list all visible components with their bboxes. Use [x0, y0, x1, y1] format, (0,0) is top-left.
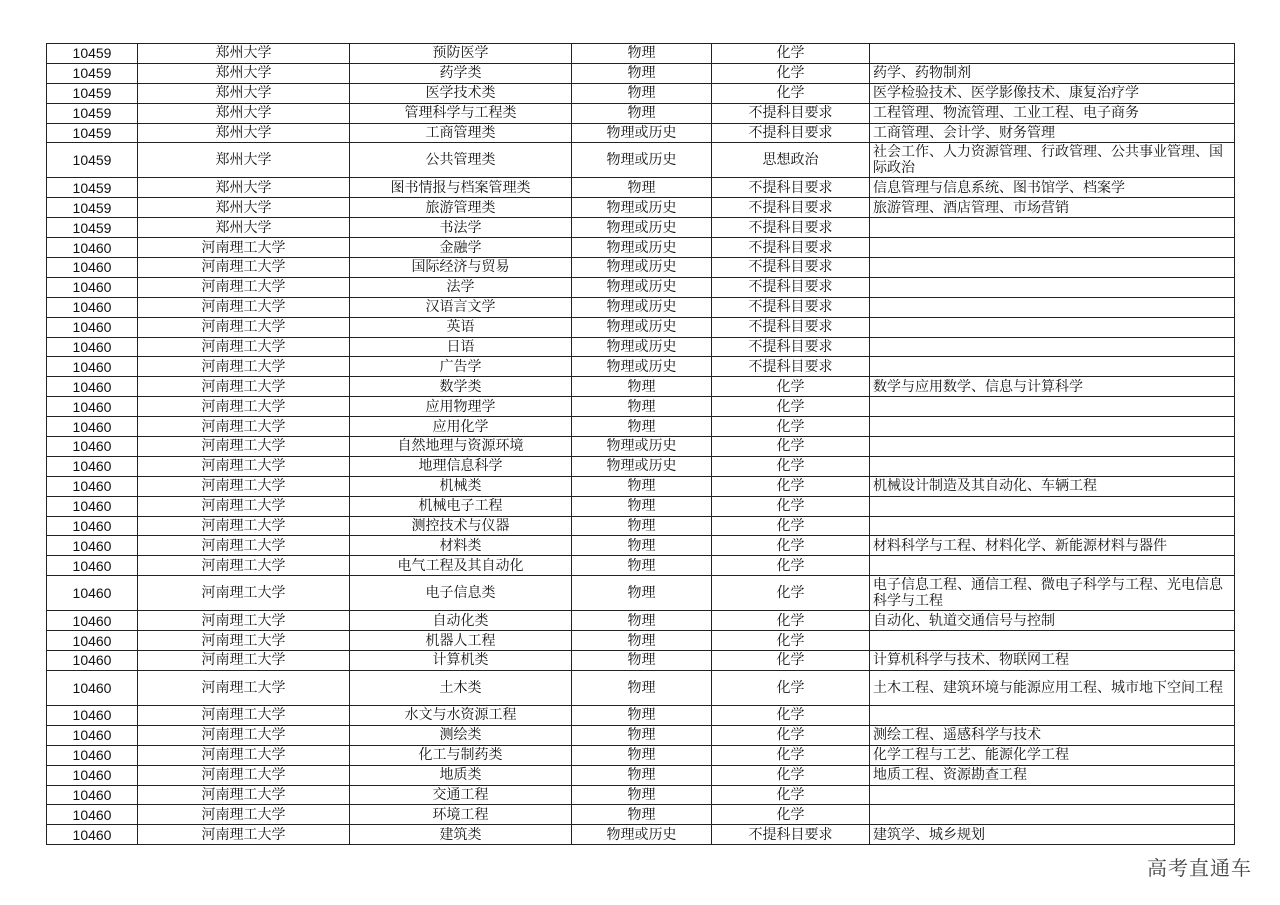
school-code-cell: 10460	[47, 397, 138, 417]
second-subject-cell: 不提科目要求	[712, 357, 870, 377]
school-code-cell: 10460	[47, 516, 138, 536]
table-row	[47, 44, 1235, 64]
first-subject-cell: 物理	[572, 103, 712, 123]
school-code-cell: 10459	[47, 178, 138, 198]
school-name-cell: 郑州大学	[138, 198, 350, 218]
first-subject-cell: 物理	[572, 63, 712, 83]
included-majors-cell	[870, 397, 1235, 417]
included-majors-cell	[870, 805, 1235, 825]
school-code-cell: 10460	[47, 576, 138, 611]
included-majors-cell: 地质工程、资源勘查工程	[870, 765, 1235, 785]
school-code-cell: 10459	[47, 123, 138, 143]
major-cell: 法学	[350, 277, 572, 297]
first-subject-cell: 物理或历史	[572, 218, 712, 238]
table-row	[47, 476, 1235, 496]
school-code-cell: 10460	[47, 651, 138, 671]
first-subject-cell: 物理或历史	[572, 456, 712, 476]
first-subject-cell: 物理	[572, 417, 712, 437]
first-subject-cell: 物理或历史	[572, 123, 712, 143]
second-subject-cell: 不提科目要求	[712, 103, 870, 123]
table-row	[47, 218, 1235, 238]
first-subject-cell: 物理	[572, 745, 712, 765]
school-code-cell: 10459	[47, 63, 138, 83]
included-majors-cell	[870, 631, 1235, 651]
school-name-cell: 郑州大学	[138, 218, 350, 238]
first-subject-cell: 物理或历史	[572, 238, 712, 258]
table-row	[47, 556, 1235, 576]
school-name-cell: 郑州大学	[138, 63, 350, 83]
major-cell: 自动化类	[350, 611, 572, 631]
major-cell: 日语	[350, 337, 572, 357]
first-subject-cell: 物理或历史	[572, 437, 712, 457]
major-cell: 金融学	[350, 238, 572, 258]
school-code-cell: 10460	[47, 238, 138, 258]
table-row	[47, 277, 1235, 297]
included-majors-cell	[870, 317, 1235, 337]
second-subject-cell: 化学	[712, 44, 870, 64]
included-majors-cell: 旅游管理、酒店管理、市场营销	[870, 198, 1235, 218]
first-subject-cell: 物理或历史	[572, 277, 712, 297]
table-row	[47, 456, 1235, 476]
table-row	[47, 238, 1235, 258]
school-name-cell: 河南理工大学	[138, 651, 350, 671]
watermark-text: 高考直通车	[1147, 856, 1252, 880]
first-subject-cell: 物理或历史	[572, 317, 712, 337]
first-subject-cell: 物理	[572, 178, 712, 198]
second-subject-cell: 不提科目要求	[712, 123, 870, 143]
major-cell: 水文与水资源工程	[350, 705, 572, 725]
table-row	[47, 765, 1235, 785]
first-subject-cell: 物理或历史	[572, 825, 712, 845]
second-subject-cell: 化学	[712, 456, 870, 476]
major-cell: 预防医学	[350, 44, 572, 64]
table-row	[47, 317, 1235, 337]
school-name-cell: 河南理工大学	[138, 258, 350, 278]
second-subject-cell: 化学	[712, 516, 870, 536]
school-name-cell: 河南理工大学	[138, 705, 350, 725]
table-row	[47, 337, 1235, 357]
included-majors-cell	[870, 357, 1235, 377]
school-name-cell: 河南理工大学	[138, 765, 350, 785]
school-name-cell: 河南理工大学	[138, 297, 350, 317]
major-cell: 图书情报与档案管理类	[350, 178, 572, 198]
school-name-cell: 河南理工大学	[138, 476, 350, 496]
second-subject-cell: 化学	[712, 476, 870, 496]
school-code-cell: 10459	[47, 143, 138, 178]
included-majors-cell	[870, 785, 1235, 805]
first-subject-cell: 物理	[572, 377, 712, 397]
first-subject-cell: 物理	[572, 670, 712, 705]
major-cell: 公共管理类	[350, 143, 572, 178]
school-name-cell: 河南理工大学	[138, 516, 350, 536]
second-subject-cell: 化学	[712, 725, 870, 745]
included-majors-cell	[870, 258, 1235, 278]
first-subject-cell: 物理	[572, 611, 712, 631]
second-subject-cell: 化学	[712, 611, 870, 631]
school-name-cell: 河南理工大学	[138, 456, 350, 476]
included-majors-cell: 社会工作、人力资源管理、行政管理、公共事业管理、国际政治	[870, 143, 1235, 178]
first-subject-cell: 物理或历史	[572, 198, 712, 218]
school-code-cell: 10460	[47, 631, 138, 651]
school-code-cell: 10460	[47, 611, 138, 631]
first-subject-cell: 物理	[572, 785, 712, 805]
major-cell: 交通工程	[350, 785, 572, 805]
major-cell: 数学类	[350, 377, 572, 397]
table-row	[47, 103, 1235, 123]
school-name-cell: 河南理工大学	[138, 277, 350, 297]
table-body	[47, 44, 1235, 845]
school-code-cell: 10460	[47, 670, 138, 705]
school-name-cell: 河南理工大学	[138, 805, 350, 825]
included-majors-cell: 自动化、轨道交通信号与控制	[870, 611, 1235, 631]
second-subject-cell: 不提科目要求	[712, 337, 870, 357]
included-majors-cell	[870, 437, 1235, 457]
school-code-cell: 10460	[47, 476, 138, 496]
major-cell: 工商管理类	[350, 123, 572, 143]
table-row	[47, 143, 1235, 178]
major-cell: 电子信息类	[350, 576, 572, 611]
second-subject-cell: 不提科目要求	[712, 258, 870, 278]
second-subject-cell: 化学	[712, 785, 870, 805]
school-name-cell: 河南理工大学	[138, 437, 350, 457]
school-code-cell: 10460	[47, 556, 138, 576]
school-code-cell: 10460	[47, 417, 138, 437]
table-row	[47, 377, 1235, 397]
school-code-cell: 10460	[47, 825, 138, 845]
school-name-cell: 郑州大学	[138, 44, 350, 64]
school-code-cell: 10459	[47, 103, 138, 123]
major-cell: 应用化学	[350, 417, 572, 437]
school-name-cell: 河南理工大学	[138, 556, 350, 576]
school-code-cell: 10459	[47, 218, 138, 238]
included-majors-cell: 信息管理与信息系统、图书馆学、档案学	[870, 178, 1235, 198]
second-subject-cell: 化学	[712, 417, 870, 437]
second-subject-cell: 不提科目要求	[712, 238, 870, 258]
school-name-cell: 河南理工大学	[138, 536, 350, 556]
school-code-cell: 10460	[47, 805, 138, 825]
second-subject-cell: 化学	[712, 805, 870, 825]
first-subject-cell: 物理	[572, 705, 712, 725]
school-code-cell: 10460	[47, 377, 138, 397]
school-name-cell: 河南理工大学	[138, 397, 350, 417]
school-code-cell: 10460	[47, 765, 138, 785]
major-cell: 地质类	[350, 765, 572, 785]
major-cell: 管理科学与工程类	[350, 103, 572, 123]
school-name-cell: 河南理工大学	[138, 745, 350, 765]
second-subject-cell: 思想政治	[712, 143, 870, 178]
second-subject-cell: 化学	[712, 397, 870, 417]
first-subject-cell: 物理或历史	[572, 337, 712, 357]
first-subject-cell: 物理	[572, 44, 712, 64]
school-name-cell: 河南理工大学	[138, 337, 350, 357]
school-name-cell: 河南理工大学	[138, 377, 350, 397]
second-subject-cell: 化学	[712, 631, 870, 651]
second-subject-cell: 化学	[712, 496, 870, 516]
first-subject-cell: 物理	[572, 536, 712, 556]
major-cell: 应用物理学	[350, 397, 572, 417]
major-cell: 广告学	[350, 357, 572, 377]
table-row	[47, 178, 1235, 198]
school-code-cell: 10460	[47, 337, 138, 357]
first-subject-cell: 物理	[572, 805, 712, 825]
included-majors-cell: 药学、药物制剂	[870, 63, 1235, 83]
table-row	[47, 745, 1235, 765]
school-name-cell: 河南理工大学	[138, 317, 350, 337]
school-code-cell: 10459	[47, 198, 138, 218]
school-code-cell: 10460	[47, 357, 138, 377]
included-majors-cell	[870, 44, 1235, 64]
second-subject-cell: 化学	[712, 556, 870, 576]
first-subject-cell: 物理	[572, 476, 712, 496]
school-code-cell: 10460	[47, 277, 138, 297]
school-code-cell: 10460	[47, 745, 138, 765]
table-row	[47, 536, 1235, 556]
second-subject-cell: 化学	[712, 745, 870, 765]
table-row	[47, 397, 1235, 417]
school-code-cell: 10460	[47, 496, 138, 516]
major-cell: 建筑类	[350, 825, 572, 845]
major-cell: 地理信息科学	[350, 456, 572, 476]
school-name-cell: 河南理工大学	[138, 611, 350, 631]
major-cell: 国际经济与贸易	[350, 258, 572, 278]
major-cell: 计算机类	[350, 651, 572, 671]
table-row	[47, 785, 1235, 805]
table-row	[47, 357, 1235, 377]
table-row	[47, 611, 1235, 631]
second-subject-cell: 化学	[712, 705, 870, 725]
school-name-cell: 河南理工大学	[138, 238, 350, 258]
table-row	[47, 631, 1235, 651]
school-code-cell: 10460	[47, 317, 138, 337]
second-subject-cell: 化学	[712, 576, 870, 611]
major-cell: 机械类	[350, 476, 572, 496]
included-majors-cell	[870, 456, 1235, 476]
table-row	[47, 63, 1235, 83]
first-subject-cell: 物理	[572, 83, 712, 103]
table-row	[47, 725, 1235, 745]
school-code-cell: 10460	[47, 725, 138, 745]
included-majors-cell: 数学与应用数学、信息与计算科学	[870, 377, 1235, 397]
major-cell: 旅游管理类	[350, 198, 572, 218]
second-subject-cell: 不提科目要求	[712, 297, 870, 317]
table-row	[47, 805, 1235, 825]
included-majors-cell: 电子信息工程、通信工程、微电子科学与工程、光电信息科学与工程	[870, 576, 1235, 611]
table-row	[47, 417, 1235, 437]
included-majors-cell: 工程管理、物流管理、工业工程、电子商务	[870, 103, 1235, 123]
school-code-cell: 10460	[47, 297, 138, 317]
major-cell: 汉语言文学	[350, 297, 572, 317]
included-majors-cell: 工商管理、会计学、财务管理	[870, 123, 1235, 143]
table-row	[47, 297, 1235, 317]
major-cell: 书法学	[350, 218, 572, 238]
school-code-cell: 10460	[47, 785, 138, 805]
major-cell: 测绘类	[350, 725, 572, 745]
first-subject-cell: 物理或历史	[572, 258, 712, 278]
table-row	[47, 825, 1235, 845]
major-cell: 化工与制药类	[350, 745, 572, 765]
school-name-cell: 河南理工大学	[138, 576, 350, 611]
first-subject-cell: 物理	[572, 631, 712, 651]
included-majors-cell	[870, 556, 1235, 576]
subject-requirements-table	[46, 43, 1235, 845]
major-cell: 土木类	[350, 670, 572, 705]
school-name-cell: 郑州大学	[138, 143, 350, 178]
second-subject-cell: 不提科目要求	[712, 277, 870, 297]
first-subject-cell: 物理	[572, 556, 712, 576]
included-majors-cell: 计算机科学与技术、物联网工程	[870, 651, 1235, 671]
first-subject-cell: 物理或历史	[572, 143, 712, 178]
school-name-cell: 河南理工大学	[138, 496, 350, 516]
major-cell: 材料类	[350, 536, 572, 556]
major-cell: 药学类	[350, 63, 572, 83]
second-subject-cell: 化学	[712, 536, 870, 556]
second-subject-cell: 化学	[712, 83, 870, 103]
first-subject-cell: 物理	[572, 725, 712, 745]
school-code-cell: 10459	[47, 83, 138, 103]
school-name-cell: 河南理工大学	[138, 725, 350, 745]
table-row	[47, 576, 1235, 611]
school-code-cell: 10459	[47, 44, 138, 64]
included-majors-cell	[870, 496, 1235, 516]
first-subject-cell: 物理或历史	[572, 357, 712, 377]
major-cell: 医学技术类	[350, 83, 572, 103]
school-name-cell: 河南理工大学	[138, 631, 350, 651]
school-code-cell: 10460	[47, 437, 138, 457]
major-cell: 环境工程	[350, 805, 572, 825]
school-name-cell: 河南理工大学	[138, 825, 350, 845]
table-row	[47, 83, 1235, 103]
table-row	[47, 437, 1235, 457]
second-subject-cell: 化学	[712, 651, 870, 671]
included-majors-cell	[870, 417, 1235, 437]
included-majors-cell	[870, 516, 1235, 536]
school-name-cell: 郑州大学	[138, 123, 350, 143]
table-row	[47, 198, 1235, 218]
first-subject-cell: 物理	[572, 397, 712, 417]
second-subject-cell: 化学	[712, 63, 870, 83]
school-name-cell: 河南理工大学	[138, 417, 350, 437]
first-subject-cell: 物理	[572, 651, 712, 671]
second-subject-cell: 不提科目要求	[712, 317, 870, 337]
included-majors-cell: 建筑学、城乡规划	[870, 825, 1235, 845]
included-majors-cell	[870, 218, 1235, 238]
major-cell: 英语	[350, 317, 572, 337]
first-subject-cell: 物理	[572, 576, 712, 611]
second-subject-cell: 化学	[712, 377, 870, 397]
included-majors-cell: 医学检验技术、医学影像技术、康复治疗学	[870, 83, 1235, 103]
second-subject-cell: 化学	[712, 670, 870, 705]
school-name-cell: 河南理工大学	[138, 785, 350, 805]
first-subject-cell: 物理	[572, 516, 712, 536]
major-cell: 自然地理与资源环境	[350, 437, 572, 457]
major-cell: 电气工程及其自动化	[350, 556, 572, 576]
second-subject-cell: 不提科目要求	[712, 218, 870, 238]
included-majors-cell	[870, 705, 1235, 725]
table-row	[47, 705, 1235, 725]
school-code-cell: 10460	[47, 705, 138, 725]
school-name-cell: 郑州大学	[138, 103, 350, 123]
table-row	[47, 258, 1235, 278]
included-majors-cell	[870, 238, 1235, 258]
school-code-cell: 10460	[47, 456, 138, 476]
included-majors-cell: 土木工程、建筑环境与能源应用工程、城市地下空间工程	[870, 670, 1235, 705]
second-subject-cell: 不提科目要求	[712, 178, 870, 198]
first-subject-cell: 物理或历史	[572, 297, 712, 317]
included-majors-cell: 化学工程与工艺、能源化学工程	[870, 745, 1235, 765]
first-subject-cell: 物理	[572, 496, 712, 516]
table-row	[47, 496, 1235, 516]
school-name-cell: 河南理工大学	[138, 670, 350, 705]
table-row	[47, 651, 1235, 671]
major-cell: 机械电子工程	[350, 496, 572, 516]
included-majors-cell: 测绘工程、遥感科学与技术	[870, 725, 1235, 745]
second-subject-cell: 化学	[712, 765, 870, 785]
second-subject-cell: 化学	[712, 437, 870, 457]
school-code-cell: 10460	[47, 258, 138, 278]
included-majors-cell	[870, 277, 1235, 297]
school-name-cell: 郑州大学	[138, 178, 350, 198]
first-subject-cell: 物理	[572, 765, 712, 785]
major-cell: 机器人工程	[350, 631, 572, 651]
included-majors-cell: 机械设计制造及其自动化、车辆工程	[870, 476, 1235, 496]
major-cell: 测控技术与仪器	[350, 516, 572, 536]
included-majors-cell	[870, 297, 1235, 317]
included-majors-cell: 材料科学与工程、材料化学、新能源材料与器件	[870, 536, 1235, 556]
second-subject-cell: 不提科目要求	[712, 198, 870, 218]
school-code-cell: 10460	[47, 536, 138, 556]
school-name-cell: 河南理工大学	[138, 357, 350, 377]
table-row	[47, 516, 1235, 536]
table-row	[47, 670, 1235, 705]
school-name-cell: 郑州大学	[138, 83, 350, 103]
included-majors-cell	[870, 337, 1235, 357]
table-row	[47, 123, 1235, 143]
second-subject-cell: 不提科目要求	[712, 825, 870, 845]
